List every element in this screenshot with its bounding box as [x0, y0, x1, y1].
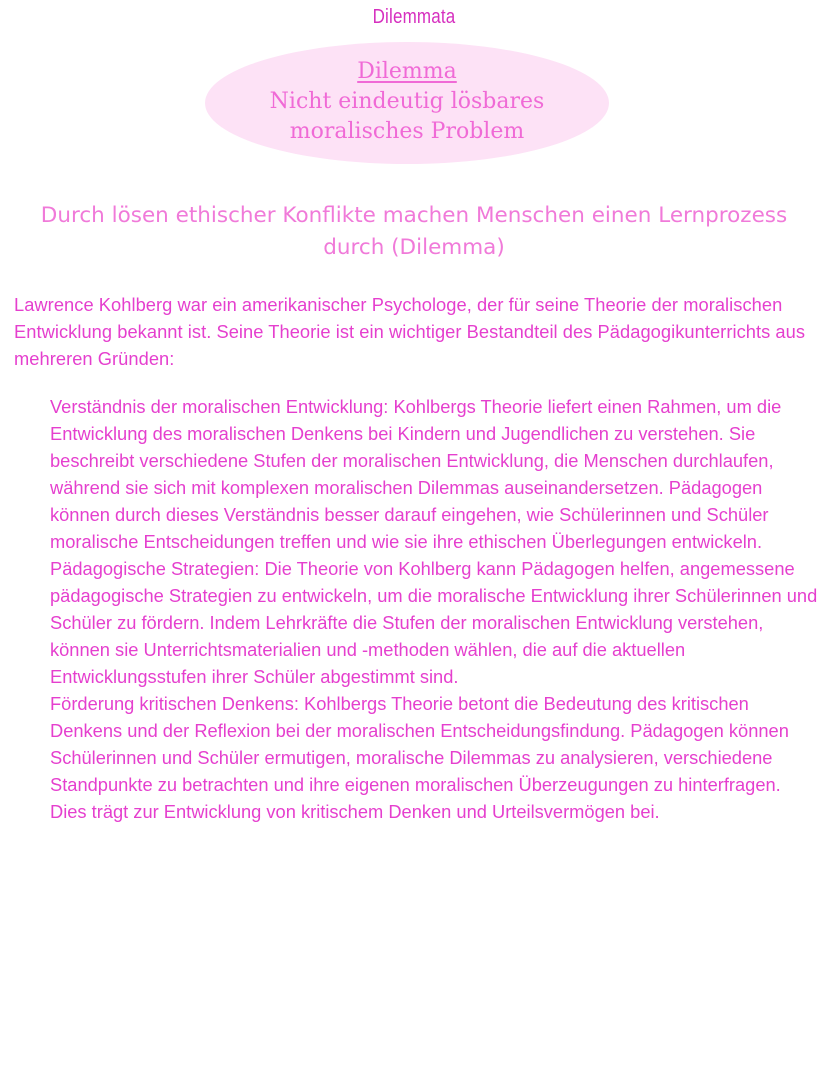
definition-term: Dilemma: [357, 59, 457, 84]
definition-box: [205, 57, 609, 147]
point-pedagogical-strategies: Pädagogische Strategien: Die Theorie von Kohlberg kann Pädagogen helfen, angemessene pädagogische Strategien zu entwickeln, um die moralische Entwicklung ihrer Schülerinnen und Schüler zu fördern. Indem Lehrkräfte die Stufen der moralischen Entwicklung verstehen, können sie Unterrichtsmaterialien und -methoden wählen, die auf die aktuellen Entwicklungsstufen ihrer Schüler abgestimmt sind.: [50, 558, 818, 687]
point-moral-development: Verständnis der moralischen Entwicklung: Kohlbergs Theorie liefert einen Rahmen, um die Entwicklung des moralischen Denkens bei Kindern und Jugendlichen zu verstehen. Sie beschreibt verschiedene Stufen der moralischen Entwicklung, die Menschen durchlaufen, während sie sich mit komplexen moralischen Dilemmas auseinandersetzen. Pädagogen können durch dieses Verständnis besser darauf eingehen, wie Schülerinnen und Schüler moralische Entscheidungen treffen und wie sie ihre ethischen Überlegungen entwickeln.: [50, 396, 782, 552]
intro-paragraph: Lawrence Kohlberg war ein amerikanischer Psychologe, der für seine Theorie der moralischen Entwicklung bekannt ist. Seine Theorie ist ein wichtiger Bestandteil des Pädagogikunterrichts aus mehreren Gründen:: [14, 294, 806, 369]
point-critical-thinking: Förderung kritischen Denkens: Kohlbergs Theorie betont die Bedeutung des kritischen Denkens und der Reflexion bei der moralischen Entscheidungsfindung. Pädagogen können Schülerinnen und Schüler ermutigen, moralische Dilemmas zu analysieren, verschiedene Standpunkte zu betrachten und ihre eigenen moralischen Überzeugungen zu hinterfragen. Dies trägt zur Entwicklung von kritischem Denken und Urteilsvermögen bei.: [50, 693, 789, 822]
definition-text: Nicht eindeutig lösbares moralisches Problem: [269, 89, 545, 144]
points-list: [50, 393, 820, 825]
page-title: Dilemmata: [372, 6, 456, 28]
subtitle: Durch lösen ethischer Konflikte machen Menschen einen Lernprozess durch (Dilemma): [40, 203, 788, 260]
